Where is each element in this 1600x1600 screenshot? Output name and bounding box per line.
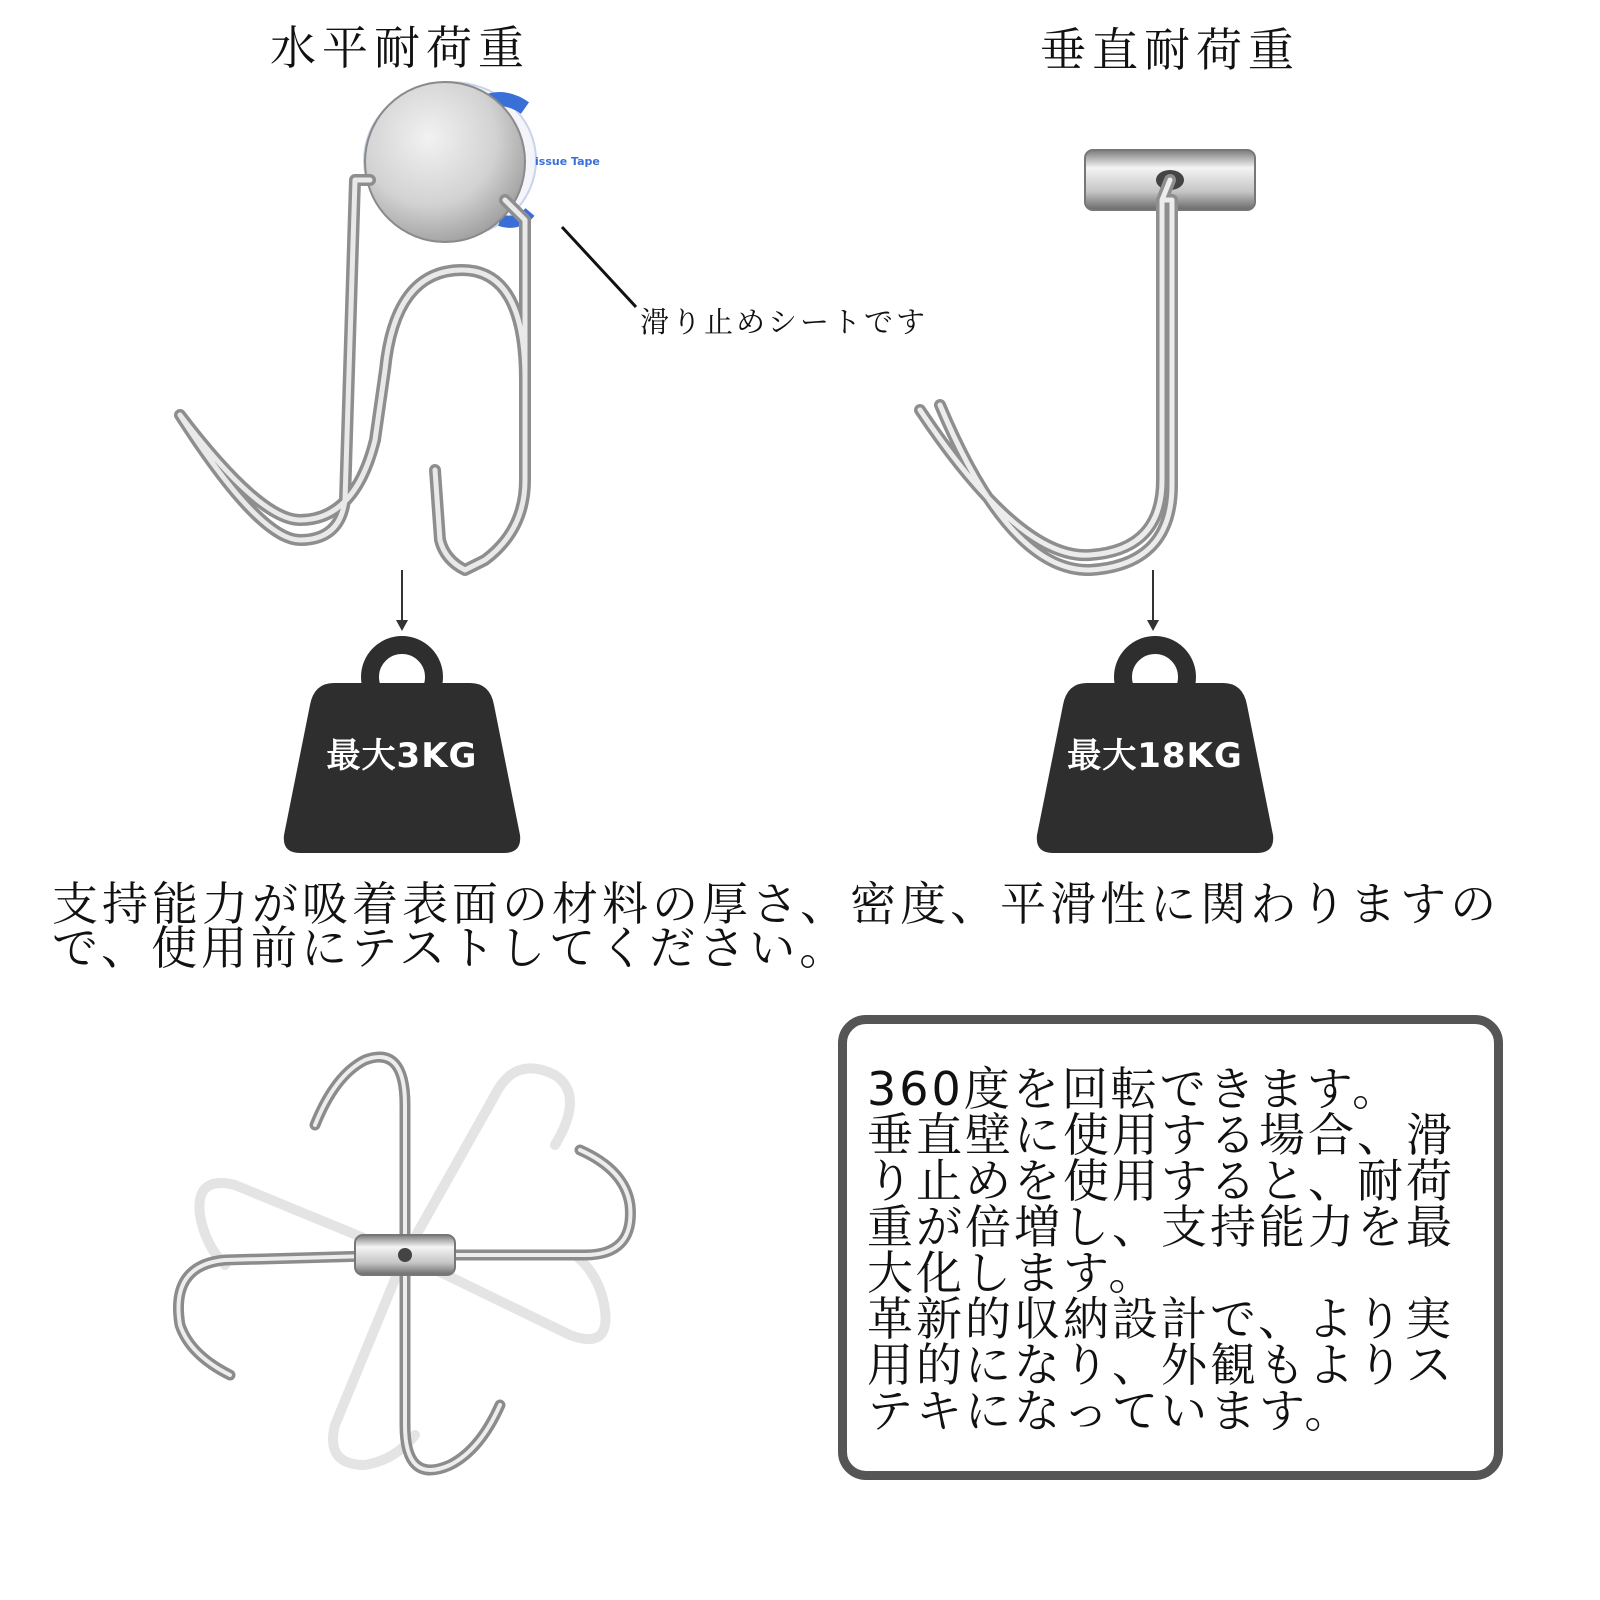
- notice-line: で、使用前にテストしてください。: [52, 921, 850, 975]
- arrow-down-icon: [395, 570, 409, 632]
- anti-slip-sheet-note: 滑り止めシートです: [640, 305, 929, 339]
- max-load-horizontal: 最大3KG: [326, 736, 478, 776]
- tape-print-text: issue Tape: [535, 155, 600, 168]
- info-line: 垂直壁に使用する場合、滑: [867, 1108, 1455, 1162]
- info-line: テキになっています。: [867, 1384, 1354, 1438]
- usage-notice: [52, 877, 1501, 975]
- feature-description: [867, 1062, 1455, 1438]
- info-line: 重が倍増し、支持能力を最: [867, 1200, 1455, 1254]
- info-line: 大化します。: [867, 1246, 1158, 1300]
- feature-info-box: [838, 1015, 1503, 1480]
- hook-single-icon: [900, 140, 1280, 580]
- info-line: 用的になり、外観もよりス: [867, 1338, 1455, 1392]
- info-line: 360度を回転できます。: [867, 1062, 1402, 1116]
- callout-line: [560, 225, 640, 315]
- info-line: 革新的収納設計で、より実: [867, 1292, 1455, 1346]
- vertical-load-title: 垂直耐荷重: [1040, 23, 1300, 77]
- info-line: り止めを使用すると、耐荷: [867, 1154, 1455, 1208]
- arrow-down-icon: [1146, 570, 1160, 632]
- horizontal-load-title: 水平耐荷重: [270, 21, 530, 75]
- rotating-hook-icon: [170, 1035, 640, 1505]
- max-load-vertical: 最大18KG: [1067, 736, 1243, 776]
- notice-line: 支持能力が吸着表面の材料の厚さ、密度、平滑性に関わりますの: [52, 877, 1501, 931]
